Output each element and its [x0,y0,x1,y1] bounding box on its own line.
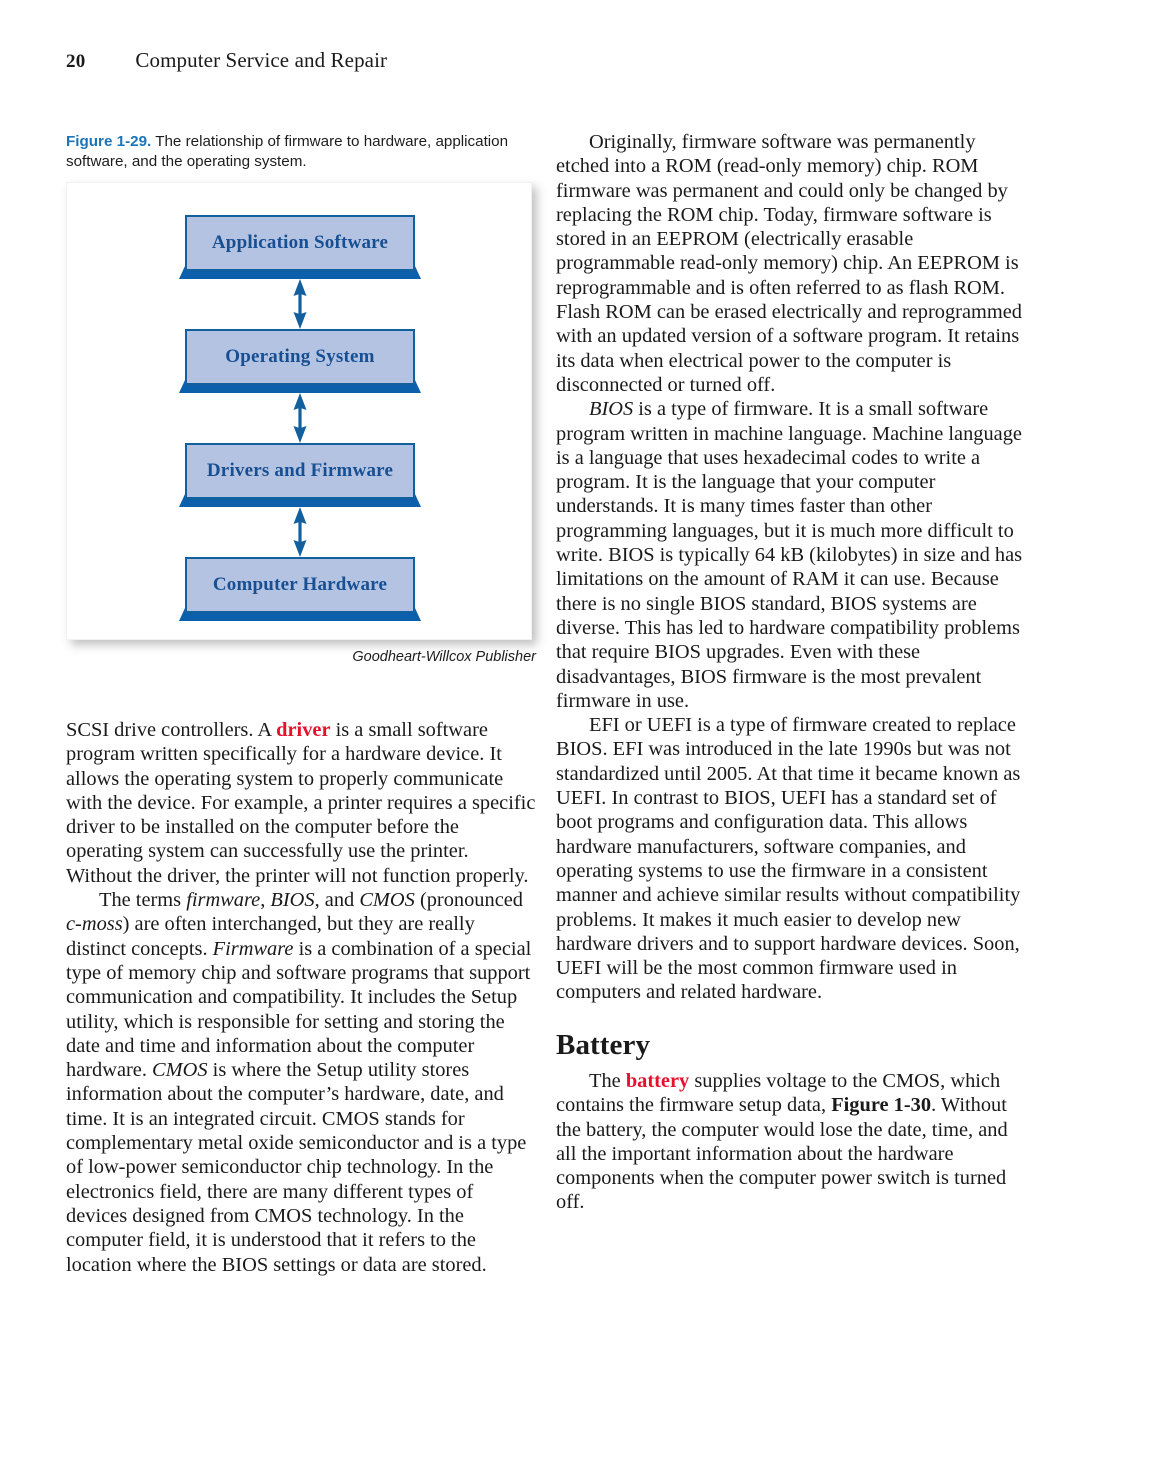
figure-credit: Goodheart-Willcox Publisher [352,649,536,665]
italic-term-cmos: CMOS [359,889,415,912]
node-label: Computer Hardware [212,574,388,595]
key-term-driver: driver [276,719,331,741]
paragraph-efi-uefi: EFI or UEFI is a type of firmware created to replace BIOS. EFI was introduced in the late 1990s but was not standardized until 2005. At that time it became known as UEFI. In contrast to BIOS, UEFI has a standard set of boot programs and configuration data. This allows hardware manufacturers, software companies, and operating systems to use the firmware in a consistent manner and achieve similar results without compatibility problems. It makes it much easier to develop new hardware drivers and to support hardware devices. Soon, UEFI will be the most common firmware used in computers and related hardware. [556,714,1021,1004]
text-run: . Without the battery, the computer would lose the date, time, and all the important information about the hardware components when the computer power switch is turned off. [556,1094,1008,1214]
paragraph-bios [556,397,1026,713]
paragraph-battery [556,1069,1026,1215]
text-run: supplies voltage to the CMOS, which contains the firmware setup data, [556,1069,1001,1117]
section-heading-battery: Battery [556,1028,651,1061]
node-label: Operating System [225,346,375,367]
paragraph-scsi-driver [66,718,536,888]
text-run: ) are often interchanged, but they are really distinct concepts. [66,913,475,960]
node-face [185,215,415,271]
page-number: 20 [66,51,86,72]
figure-caption-text: The relationship of firmware to hardware, application software, and the operating system. [66,133,509,170]
paragraph-firmware-bios-cmos [66,888,536,1277]
figure-caption [66,132,536,172]
node-face [185,443,415,499]
text-run: is where the Setup utility stores information about the computer’s hardware, date, and time. It is an integrated circuit. CMOS stands for complementary metal oxide semiconductor and is a type of low-power semiconductor chip technology. In the electronics field, there are many different types of devices designed from CMOS technology. In the computer field, it is understood that it refers to the location where the BIOS settings or data are stored. [66,1059,527,1276]
text-run: is a small software program written specifically for a hardware device. It allows the operating system to properly communicate with the device. For example, a printer requires a specific driver to be installed on the computer before the operating system can successfully use the printer. Without the driver, the printer will not function properly. [66,719,536,887]
text-run: is a combination of a special type of memory chip and software programs that support communication and compatibility. It includes the Setup utility, which is responsible for setting and storing the date and time and information about the computer hardware. [66,937,532,1082]
text-run: is a type of firmware. It is a small software program written in machine language. Machine language is a language that uses hexadecimal codes to write a program. It is the language that your computer understands. It is many times faster than other programming languages, but it is much more difficult to write. BIOS is typically 64 kB (kilobytes) in size and has limitations on the amount of RAM it can use. Because there is no single BIOS standard, BIOS systems are diverse. This has led to hardware compatibility problems that require BIOS upgrades. Even with these disadvantages, BIOS firmware is the most prevalent firmware in use. [556,398,1023,712]
double-arrow-icon [292,279,308,329]
diagram-node-drivers-and-firmware [185,443,415,499]
text-run: , and [314,889,360,912]
italic-term-bios: BIOS [589,398,634,421]
node-face [185,557,415,613]
node-face [185,329,415,385]
italic-term-firmware: firmware [186,889,261,912]
text-run: The terms [99,889,187,912]
figure-frame [66,182,532,640]
left-column-body [66,718,536,1277]
text-run: (pronounced [414,889,523,912]
diagram-node-application-software [185,215,415,271]
firmware-layer-diagram [67,183,531,639]
node-label: Application Software [211,232,389,253]
diagram-node-computer-hardware [185,557,415,613]
italic-term-firmware-2: Firmware [212,937,294,960]
node-label: Drivers and Firmware [206,460,394,481]
double-arrow-icon [292,393,308,443]
text-run: SCSI drive controllers. A [66,719,277,741]
double-arrow-icon [292,507,308,557]
italic-term-c-moss: c-moss [66,913,123,936]
paragraph-rom-eeprom: Originally, firmware software was permanently etched into a ROM (read-only memory) chip. ROM firmware was permanent and could only be changed by replacing the ROM chip. Today, firmware software is stored in an EEPROM (electrically erasable programmable read-only memory) chip. An EEPROM is reprogrammable and is often referred to as flash ROM. Flash ROM can be erased electrically and reprogrammed with an updated version of a software program. It retains its data when electrical power to the computer is disconnected or turned off. [556,131,1022,396]
figure-1-29 [66,132,536,665]
book-title: Computer Service and Repair [135,48,388,72]
diagram-node-operating-system [185,329,415,385]
right-column-body [556,130,1026,1215]
figure-label: Figure 1-29. [66,133,152,150]
italic-term-cmos-2: CMOS [152,1059,208,1082]
figure-cross-reference: Figure 1-30 [831,1094,932,1117]
italic-term-bios: BIOS [270,889,315,912]
running-head [66,48,387,73]
key-term-battery: battery [625,1069,690,1092]
text-run: , [260,889,271,912]
text-run: The [589,1069,626,1092]
